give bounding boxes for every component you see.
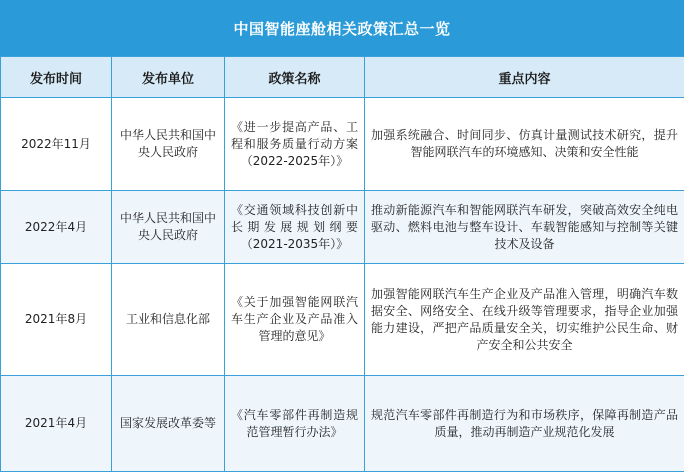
- cell-content: 加强系统融合、时间同步、仿真计量测试技术研究，提升智能网联汽车的环境感知、决策和安全性能: [365, 98, 684, 191]
- policy-table: [0, 56, 684, 472]
- cell-date: 2021年4月: [1, 376, 112, 472]
- header-content: 重点内容: [365, 57, 684, 98]
- header-date: 发布时间: [1, 57, 112, 98]
- cell-content: 推动新能源汽车和智能网联汽车研发，突破高效安全纯电驱动、燃料电池与整车设计、车载智能感知与控制等关键技术及设备: [365, 191, 684, 264]
- cell-content: 规范汽车零部件再制造行为和市场秩序，保障再制造产品质量，推动再制造产业规范化发展: [365, 376, 684, 472]
- table-row: [1, 264, 684, 376]
- header-row: [1, 57, 684, 98]
- cell-org: 国家发展改革委等: [112, 376, 225, 472]
- cell-policy: 《汽车零部件再制造规范管理暂行办法》: [225, 376, 365, 472]
- table-row: [1, 376, 684, 472]
- cell-date: 2021年8月: [1, 264, 112, 376]
- cell-policy: 《进一步提高产品、工程和服务质量行动方案（2022-2025年）》: [225, 98, 365, 191]
- cell-date: 2022年4月: [1, 191, 112, 264]
- cell-policy: 《交通领域科技创新中长期发展规划纲要（2021-2035年）》: [225, 191, 365, 264]
- header-org: 发布单位: [112, 57, 225, 98]
- table-row: [1, 191, 684, 264]
- cell-content: 加强智能网联汽车生产企业及产品准入管理，明确汽车数据安全、网络安全、在线升级等管理要求，指导企业加强能力建设，严把产品质量安全关，切实维护公民生命、财产安全和公共安全: [365, 264, 684, 376]
- table-row: [1, 98, 684, 191]
- cell-org: 中华人民共和国中央人民政府: [112, 191, 225, 264]
- cell-org: 工业和信息化部: [112, 264, 225, 376]
- cell-policy: 《关于加强智能网联汽车生产企业及产品准入管理的意见》: [225, 264, 365, 376]
- table-title: 中国智能座舱相关政策汇总一览: [0, 0, 684, 56]
- cell-date: 2022年11月: [1, 98, 112, 191]
- cell-org: 中华人民共和国中央人民政府: [112, 98, 225, 191]
- header-policy: 政策名称: [225, 57, 365, 98]
